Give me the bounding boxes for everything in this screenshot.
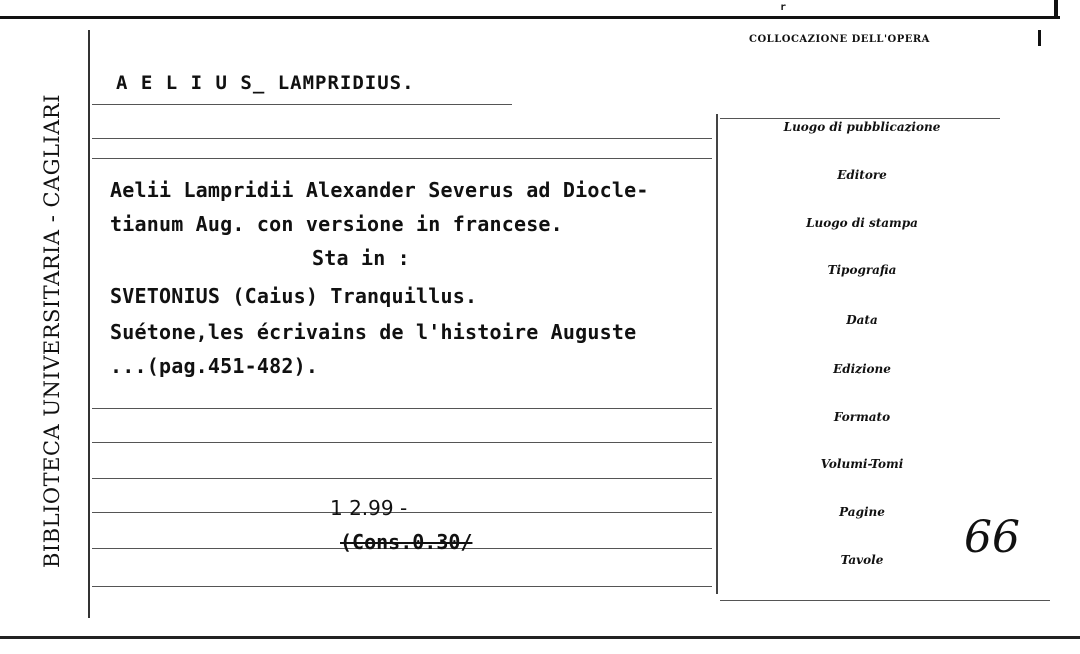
top-border: [0, 0, 1060, 19]
record-line-1: Aelii Lampridii Alexander Severus ad Diocle-: [110, 178, 649, 202]
collocazione-mark: [1038, 30, 1041, 46]
author-heading: A E L I U S_ LAMPRIDIUS.: [116, 72, 415, 94]
rule-line: [720, 600, 1050, 601]
details-box-border: [716, 114, 718, 594]
field-luogo-stampa: Luogo di stampa: [806, 216, 918, 230]
field-editore: Editore: [837, 168, 887, 182]
rule-line: [92, 442, 712, 443]
record-line-3: Sta in :: [312, 246, 410, 270]
record-line-2: tianum Aug. con versione in francese.: [110, 212, 563, 236]
field-tipografia: Tipografia: [827, 263, 897, 277]
collocazione-label: COLLOCAZIONE DELL'OPERA: [749, 34, 930, 45]
rule-line: [92, 478, 712, 479]
rule-line: [92, 586, 712, 587]
right-border-mark: [1054, 0, 1058, 18]
record-line-5: Suétone,les écrivains de l'histoire Auguste: [110, 320, 637, 344]
field-edizione: Edizione: [833, 362, 891, 376]
library-stamp: BIBLIOTECA UNIVERSITARIA - CAGLIARI: [40, 94, 64, 568]
pages-handwritten-value: 66: [964, 512, 1020, 563]
field-formato: Formato: [833, 410, 891, 424]
field-pagine: Pagine: [839, 505, 885, 519]
rule-line: [92, 408, 712, 409]
field-data: Data: [846, 313, 878, 327]
rule-line: [92, 104, 512, 105]
top-mark: r: [780, 2, 787, 13]
field-volumi-tomi: Volumi-Tomi: [820, 457, 904, 471]
crossed-price: (Cons.0.30/: [340, 530, 473, 554]
rule-line: [92, 158, 712, 159]
record-line-4: SVETONIUS (Caius) Tranquillus.: [110, 284, 478, 308]
record-line-6: ...(pag.451-482).: [110, 354, 319, 378]
rule-line: [92, 138, 712, 139]
rule-line: [720, 118, 1000, 119]
bottom-border: [0, 636, 1080, 639]
handwritten-price: 1 2.99 -: [330, 496, 408, 520]
left-margin-rule: [88, 30, 90, 618]
field-tavole: Tavole: [840, 553, 884, 567]
field-luogo-pubblicazione: Luogo di pubblicazione: [783, 120, 941, 134]
